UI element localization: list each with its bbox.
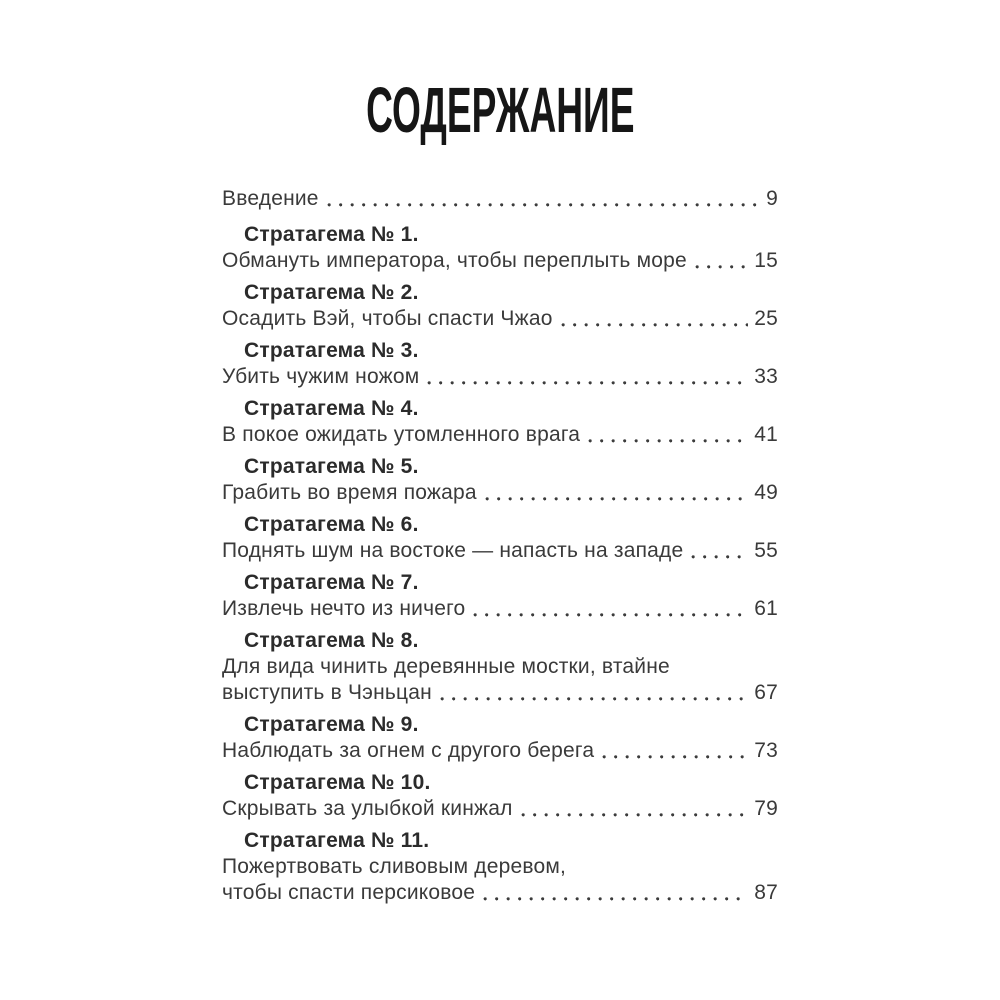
page-title: СОДЕРЖАНИЕ: [365, 74, 635, 146]
toc-row: [222, 738, 778, 764]
toc-entry-title: В покое ожидать утомленного врага: [222, 423, 581, 446]
dot-leader: [473, 612, 748, 618]
toc-entry-heading: Стратагема № 3.: [244, 339, 419, 362]
toc-entry-title: Убить чужим ножом: [222, 365, 420, 388]
dot-leader: [561, 322, 749, 328]
toc-entry-page: 9: [766, 187, 778, 210]
toc-entry-title-line2: чтобы спасти персиковое: [222, 881, 476, 904]
toc-entry-heading: Стратагема № 1.: [244, 223, 419, 246]
toc-entry-heading: Стратагема № 6.: [244, 513, 419, 536]
toc-entry-page: 61: [754, 597, 778, 620]
toc-entry-title: Наблюдать за огнем с другого берега: [222, 739, 595, 762]
toc-entry-page: 25: [754, 307, 778, 330]
toc-row: [222, 306, 778, 332]
toc-entry-stratagem-11: [222, 828, 778, 906]
toc-entry-title: Поднять шум на востоке — напасть на западе: [222, 539, 684, 562]
toc-row: [222, 422, 778, 448]
dot-leader: [440, 696, 748, 702]
toc-entry-page: 55: [754, 539, 778, 562]
dot-leader: [521, 812, 749, 818]
toc-entry-heading: Стратагема № 2.: [244, 281, 419, 304]
toc-row: [222, 854, 778, 880]
toc-row: [222, 654, 778, 680]
title-wrap: [0, 74, 1000, 146]
toc-entry-stratagem-3: [222, 338, 778, 390]
toc-row: [222, 480, 778, 506]
toc-entry-introduction: [222, 186, 778, 212]
dot-leader: [602, 754, 748, 760]
toc-entry-page: 41: [754, 423, 778, 446]
toc-row: [222, 538, 778, 564]
toc-entry-heading: Стратагема № 8.: [244, 629, 419, 652]
dot-leader: [691, 554, 748, 560]
toc-entry-heading: Стратагема № 4.: [244, 397, 419, 420]
toc-entry-heading: Стратагема № 9.: [244, 713, 419, 736]
toc-entry-title: Обмануть императора, чтобы переплыть море: [222, 249, 687, 272]
toc-entry-stratagem-5: [222, 454, 778, 506]
toc-entry-heading: Стратагема № 11.: [244, 829, 430, 852]
toc-row: [222, 880, 778, 906]
toc-entry-page: 87: [754, 881, 778, 904]
toc-entry-stratagem-1: [222, 222, 778, 274]
toc-entry-stratagem-2: [222, 280, 778, 332]
toc-row: [222, 596, 778, 622]
dot-leader: [588, 438, 748, 444]
toc-entry-stratagem-6: [222, 512, 778, 564]
toc-entry-stratagem-8: [222, 628, 778, 706]
toc-entry-page: 67: [754, 681, 778, 704]
toc-entry-page: 49: [754, 481, 778, 504]
toc-entry-title: Введение: [222, 187, 319, 210]
toc-entry-title: Скрывать за улыбкой кинжал: [222, 797, 513, 820]
toc-entry-title: Осадить Вэй, чтобы спасти Чжао: [222, 307, 553, 330]
toc-entry-heading: Стратагема № 7.: [244, 571, 419, 594]
dot-leader: [485, 496, 748, 502]
dot-leader: [327, 202, 760, 208]
toc-entry-page: 15: [754, 249, 778, 272]
dot-leader: [695, 264, 748, 270]
toc-entry-heading: Стратагема № 10.: [244, 771, 431, 794]
toc-entry-title-line1: Пожертвовать сливовым деревом,: [222, 855, 566, 878]
toc-row: [222, 364, 778, 390]
dot-leader: [483, 896, 748, 902]
toc-row: [222, 796, 778, 822]
toc-entry-page: 73: [754, 739, 778, 762]
toc-entry-page: 33: [754, 365, 778, 388]
toc-row: [222, 186, 778, 212]
toc-entry-stratagem-9: [222, 712, 778, 764]
toc-entry-heading: Стратагема № 5.: [244, 455, 419, 478]
toc-entry-stratagem-7: [222, 570, 778, 622]
toc-row: [222, 680, 778, 706]
toc-row: [222, 248, 778, 274]
dot-leader: [427, 380, 748, 386]
table-of-contents: [0, 186, 1000, 906]
toc-entry-title: Грабить во время пожара: [222, 481, 477, 504]
toc-entry-title-line2: выступить в Чэньцан: [222, 681, 432, 704]
toc-entry-title-line1: Для вида чинить деревянные мостки, втайне: [222, 655, 670, 678]
toc-entry-page: 79: [754, 797, 778, 820]
toc-entry-title: Извлечь нечто из ничего: [222, 597, 466, 620]
toc-entry-stratagem-4: [222, 396, 778, 448]
toc-entry-stratagem-10: [222, 770, 778, 822]
